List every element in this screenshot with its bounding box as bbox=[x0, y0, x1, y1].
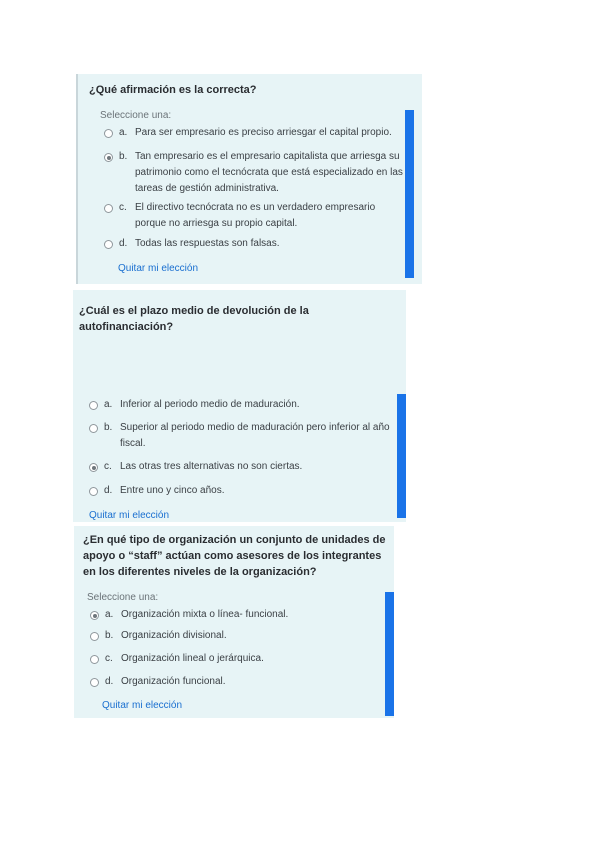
answer-option-d[interactable] bbox=[104, 236, 404, 252]
answer-option-a[interactable] bbox=[89, 397, 395, 413]
question-title: ¿Qué afirmación es la correcta? bbox=[89, 84, 257, 96]
answer-option-a[interactable] bbox=[90, 607, 382, 623]
option-text: Organización mixta o línea- funcional. bbox=[121, 609, 289, 620]
option-letter: b. bbox=[105, 630, 114, 641]
select-prompt: Seleccione una: bbox=[87, 592, 159, 603]
option-letter: a. bbox=[104, 399, 113, 410]
answer-option-c[interactable] bbox=[89, 459, 395, 475]
answer-option-b[interactable] bbox=[104, 149, 404, 197]
radio-button[interactable] bbox=[89, 487, 98, 496]
radio-button-selected[interactable] bbox=[90, 611, 99, 620]
accent-bar bbox=[405, 110, 414, 278]
option-letter: d. bbox=[105, 676, 114, 687]
card-divider bbox=[76, 74, 78, 284]
radio-button[interactable] bbox=[90, 678, 99, 687]
accent-bar bbox=[385, 592, 394, 716]
option-letter: a. bbox=[105, 609, 114, 620]
radio-button-selected[interactable] bbox=[104, 153, 113, 162]
option-text: Todas las respuestas son falsas. bbox=[135, 238, 280, 249]
accent-bar bbox=[397, 394, 406, 518]
radio-button[interactable] bbox=[104, 129, 113, 138]
radio-button[interactable] bbox=[89, 424, 98, 433]
option-text: Tan empresario es el empresario capitalista que arriesga su patrimonio como el tecnócrata que está especializado en las tareas de gestión administrativa. bbox=[135, 151, 403, 194]
select-prompt: Seleccione una: bbox=[100, 110, 172, 121]
radio-button[interactable] bbox=[104, 240, 113, 249]
clear-choice-link[interactable]: Quitar mi elección bbox=[89, 510, 170, 521]
option-text: Inferior al periodo medio de maduración. bbox=[120, 399, 300, 410]
option-text: Para ser empresario es preciso arriesgar el capital propio. bbox=[135, 127, 392, 138]
option-letter: c. bbox=[104, 461, 112, 472]
question-card-1 bbox=[76, 74, 422, 284]
option-text: Organización divisional. bbox=[121, 630, 227, 641]
question-title: ¿En qué tipo de organización un conjunto de unidades de apoyo o “staff” actúan como asesores de los integrantes en los diferentes niveles de la organización? bbox=[83, 534, 386, 578]
option-text: Organización lineal o jerárquica. bbox=[121, 653, 264, 664]
radio-button-selected[interactable] bbox=[89, 463, 98, 472]
answer-option-a[interactable] bbox=[104, 125, 404, 141]
option-text: Entre uno y cinco años. bbox=[120, 485, 225, 496]
question-title: ¿Cuál es el plazo medio de devolución de la autofinanciación? bbox=[79, 305, 309, 333]
clear-choice-link[interactable]: Quitar mi elección bbox=[118, 263, 199, 274]
option-letter: d. bbox=[119, 238, 128, 249]
radio-button[interactable] bbox=[104, 204, 113, 213]
option-letter: c. bbox=[105, 653, 113, 664]
option-text: Las otras tres alternativas no son ciertas. bbox=[120, 461, 303, 472]
answer-option-b[interactable] bbox=[89, 420, 395, 452]
option-letter: b. bbox=[104, 422, 113, 433]
option-text: Superior al periodo medio de maduración pero inferior al año fiscal. bbox=[120, 422, 390, 449]
radio-button[interactable] bbox=[90, 632, 99, 641]
answer-option-c[interactable] bbox=[104, 200, 404, 232]
answer-option-d[interactable] bbox=[90, 674, 382, 690]
option-letter: d. bbox=[104, 485, 113, 496]
option-letter: a. bbox=[119, 127, 128, 138]
radio-button[interactable] bbox=[89, 401, 98, 410]
answer-option-c[interactable] bbox=[90, 651, 382, 667]
option-text: Organización funcional. bbox=[121, 676, 226, 687]
option-letter: b. bbox=[119, 151, 128, 162]
answer-option-d[interactable] bbox=[89, 483, 395, 499]
option-letter: c. bbox=[119, 202, 127, 213]
question-card-3 bbox=[74, 526, 394, 718]
radio-button[interactable] bbox=[90, 655, 99, 664]
answer-option-b[interactable] bbox=[90, 628, 382, 644]
clear-choice-link[interactable]: Quitar mi elección bbox=[102, 700, 183, 711]
option-text: El directivo tecnócrata no es un verdadero empresario porque no arriesga su propio capital. bbox=[135, 202, 376, 229]
question-card-2 bbox=[73, 290, 406, 522]
